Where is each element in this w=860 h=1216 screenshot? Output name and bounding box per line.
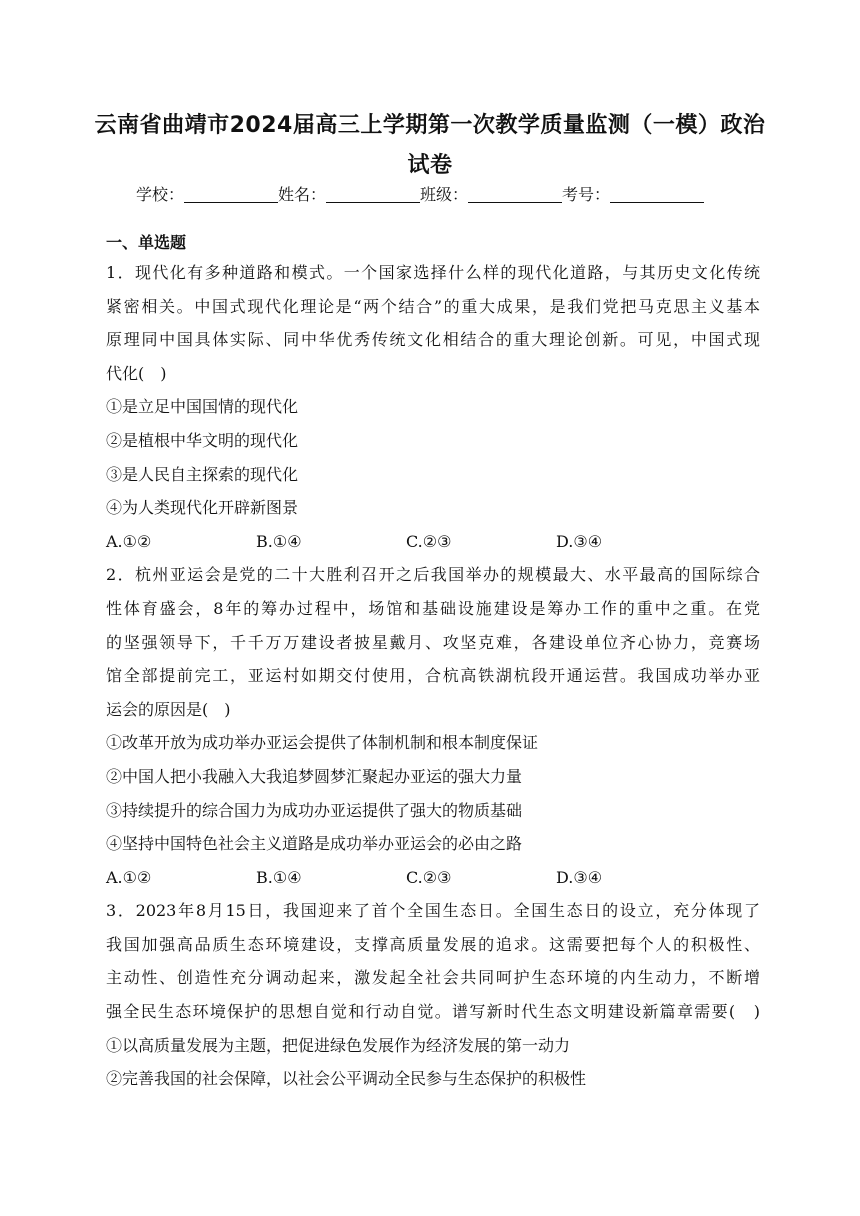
option-c: C.②③ (406, 531, 452, 551)
question-stem-line: 运会的原因是( ) (106, 699, 231, 719)
question-stem-line: 馆全部提前完工，亚运村如期交付使用，合杭高铁湖杭段开通运营。我国成功举办亚 (106, 666, 760, 686)
option-d: D.③④ (556, 531, 603, 551)
class-blank (468, 186, 562, 203)
exam-number-blank (610, 186, 704, 203)
question-stem-line: 2．杭州亚运会是党的二十大胜利召开之后我国举办的规模最大、水平最高的国际综合 (106, 565, 760, 585)
answer-options (106, 525, 760, 559)
class-field (420, 183, 562, 207)
statement: ①是立足中国国情的现代化 (106, 397, 299, 417)
option-a: A.①② (106, 531, 152, 551)
question-stem-line: 的坚强领导下，千千万万建设者披星戴月、攻坚克难，各建设单位齐心协力，竞赛场 (106, 632, 760, 652)
class-label: 班级： (420, 185, 469, 204)
question-3 (106, 894, 760, 1096)
question-stem-line: 1．现代化有多种道路和模式。一个国家选择什么样的现代化道路，与其历史文化传统 (106, 263, 760, 282)
question-stem-line: 3．2023年8月15日，我国迎来了首个全国生态日。全国生态日的设立，充分体现了 (106, 901, 760, 921)
question-stem-line: 性体育盛会，8年的筹办过程中，场馆和基础设施建设是筹办工作的重中之重。在党 (106, 598, 760, 618)
question-stem-line: 紧密相关。中国式现代化理论是“两个结合”的重大成果，是我们党把马克思主义基本 (106, 296, 760, 316)
statement: ②完善我国的社会保障，以社会公平调动全民参与生态保护的积极性 (106, 1069, 587, 1089)
answer-options (106, 861, 760, 895)
name-blank (326, 186, 420, 203)
exam-number-field (562, 183, 704, 207)
option-a: A.①② (106, 867, 152, 887)
school-label: 学校： (136, 185, 185, 204)
question-stem-line: 原理同中国具体实际、同中华优秀传统文化相结合的重大理论创新。可见，中国式现 (106, 330, 760, 350)
option-b: B.①④ (256, 531, 302, 551)
option-d: D.③④ (556, 867, 603, 887)
name-field (278, 183, 420, 207)
option-c: C.②③ (406, 867, 452, 887)
statement: ④坚持中国特色社会主义道路是成功举办亚运会的必由之路 (106, 834, 523, 854)
statement: ③是人民自主探索的现代化 (106, 464, 299, 484)
exam-number-label: 考号： (562, 185, 611, 204)
option-b: B.①④ (256, 867, 302, 887)
statement: ②是植根中华文明的现代化 (106, 430, 299, 450)
question-stem-line: 强全民生态环境保护的思想自觉和行动自觉。谱写新时代生态文明建设新篇章需要( ) (106, 1002, 760, 1022)
statement: ①改革开放为成功举办亚运会提供了体制机制和根本制度保证 (106, 733, 539, 753)
question-stem-line: 主动性、创造性充分调动起来，激发起全社会共同呵护生态环境的内生动力，不断增 (106, 968, 760, 988)
name-label: 姓名： (278, 185, 327, 204)
statement: ②中国人把小我融入大我追梦圆梦汇聚起办亚运的强大力量 (106, 766, 523, 786)
statement: ③持续提升的综合国力为成功办亚运提供了强大的物质基础 (106, 800, 523, 820)
statement: ①以高质量发展为主题，把促进绿色发展作为经济发展的第一动力 (106, 1035, 571, 1055)
school-blank (184, 186, 278, 203)
page-title: 云南省曲靖市2024届高三上学期第一次教学质量监测（一模）政治试卷 (94, 113, 766, 178)
statement: ④为人类现代化开辟新图景 (106, 498, 299, 518)
question-2 (106, 558, 760, 894)
student-info-line (136, 183, 736, 207)
questions-list (106, 256, 760, 1096)
question-stem-line: 我国加强高品质生态环境建设，支撑高质量发展的追求。这需要把每个人的积极性、 (106, 934, 760, 954)
section-title: 一、单选题 (106, 233, 187, 252)
school-field (136, 183, 278, 207)
question-1 (106, 256, 760, 558)
question-stem-line: 代化( ) (106, 363, 167, 383)
